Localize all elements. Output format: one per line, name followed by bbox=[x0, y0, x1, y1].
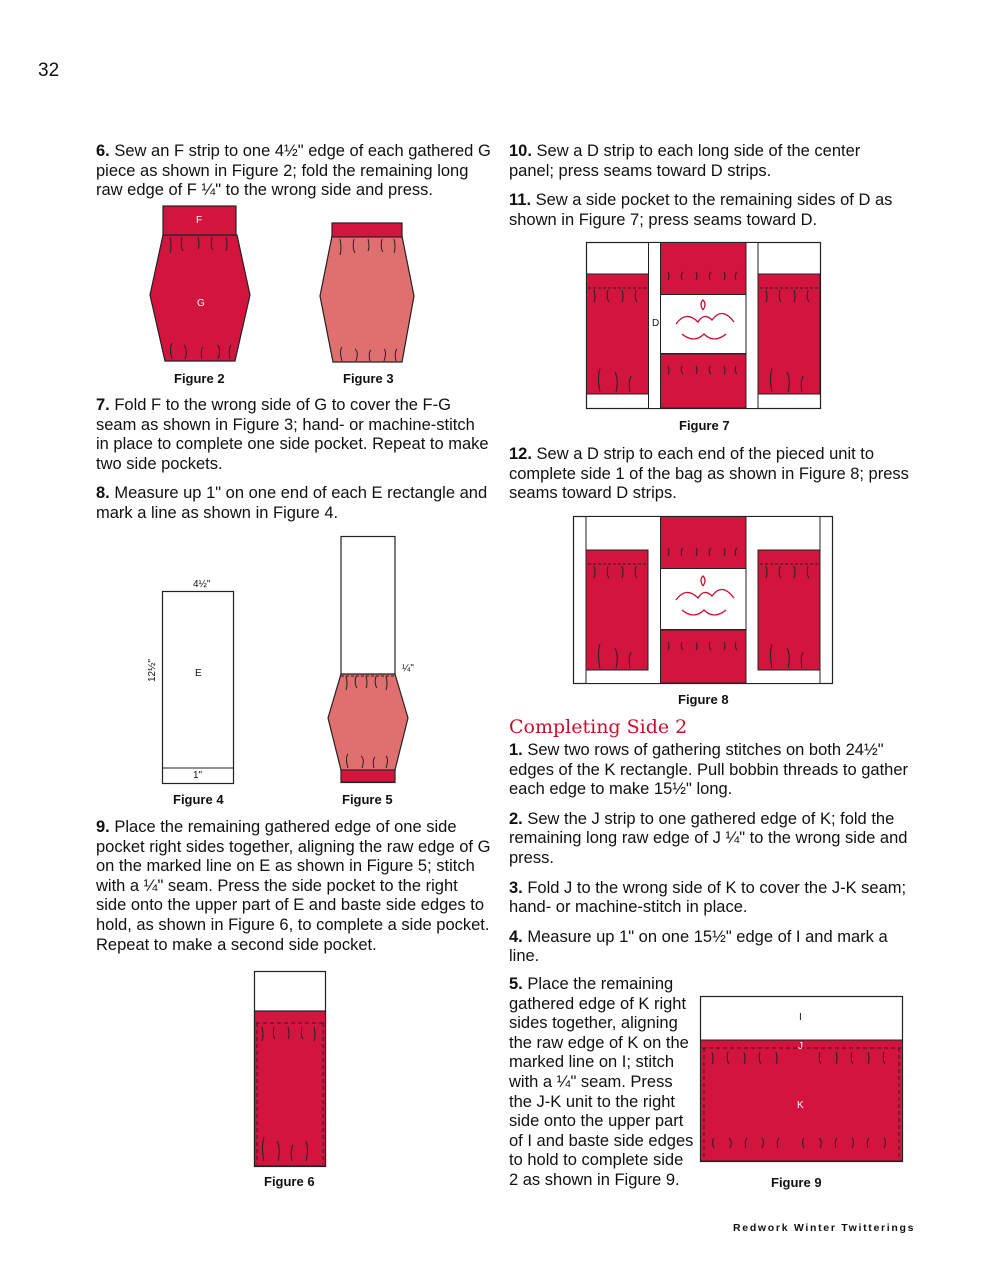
section-heading: Completing Side 2 bbox=[509, 716, 688, 738]
label-e: E bbox=[195, 668, 202, 679]
figure-4-caption: Figure 4 bbox=[173, 792, 224, 807]
label-i: I bbox=[799, 1012, 802, 1023]
figure-8-diagram bbox=[573, 516, 833, 684]
step-10-11: 10. Sew a D strip to each long side of the center panel; press seams toward D strips. 11. Sew a side pocket to the remaining sides of D as shown in Figure 7; press seams toward D. bbox=[509, 142, 893, 229]
figure-3-diagram bbox=[320, 222, 415, 365]
figure-3-caption: Figure 3 bbox=[343, 371, 394, 386]
figure-5-diagram bbox=[328, 536, 408, 784]
e-height-label: 12½" bbox=[147, 658, 159, 683]
figure-8-caption: Figure 8 bbox=[678, 692, 729, 707]
label-k: K bbox=[797, 1100, 804, 1111]
figure-6-caption: Figure 6 bbox=[264, 1174, 315, 1189]
e-mark-label: 1" bbox=[193, 770, 203, 781]
figure-9-caption: Figure 9 bbox=[771, 1175, 822, 1190]
label-f: F bbox=[196, 215, 203, 226]
figure-2-diagram bbox=[150, 205, 250, 365]
label-d: D bbox=[652, 318, 660, 329]
label-j: J bbox=[798, 1041, 803, 1052]
page-footer: Redwork Winter Twitterings bbox=[733, 1222, 916, 1234]
label-g: G bbox=[197, 298, 205, 309]
figure-2-caption: Figure 2 bbox=[174, 371, 225, 386]
seam-label: ¼" bbox=[402, 663, 414, 674]
figure-7-diagram bbox=[586, 242, 821, 409]
page-number: 32 bbox=[38, 60, 60, 81]
step-7-8: 7. Fold F to the wrong side of G to cover the F-G seam as shown in Figure 3; hand- or machine-stitch in place to complete one side pocket. Repeat to make two side pockets. 8. Measure up 1" on one end of each E rectangle and mark a line as shown in Figure 4. bbox=[96, 396, 489, 522]
figure-4-diagram bbox=[162, 591, 234, 784]
step-9: 9. Place the remaining gathered edge of one side pocket right sides together, aligning the raw edge of G on the marked line on E as shown in Figure 5; stitch with a ¼" seam. Press the side pocket to the right side onto the upper part of E and baste side edges to hold, as shown in Figure 6, to complete a side pocket. Repeat to make a second side pocket. bbox=[96, 818, 491, 954]
figure-7-caption: Figure 7 bbox=[679, 418, 730, 433]
figure-5-caption: Figure 5 bbox=[342, 792, 393, 807]
figure-6-diagram bbox=[254, 971, 326, 1167]
e-width-label: 4½" bbox=[193, 579, 211, 590]
step-6: 6. Sew an F strip to one 4½" edge of each gathered G piece as shown in Figure 2; fold the remaining long raw edge of F ¼" to the wrong side and press. bbox=[96, 142, 491, 200]
side2-step-5: 5. Place the remaining gathered edge of K right sides together, aligning the raw edge of K on the marked line on I; stitch with a ¼" seam. Press the J-K unit to the right side onto the upper part of I and baste side edges to hold to complete side 2 as shown in Figure 9. bbox=[509, 975, 694, 1189]
side2-steps-1-4: 1. Sew two rows of gathering stitches on both 24½" edges of the K rectangle. Pull bobbin threads to gather each edge to make 15½" long. 2. Sew the J strip to one gathered edge of K; fold the remaining long raw edge of J ¼" to the wrong side and press. 3. Fold J to the wrong side of K to cover the J-K seam; hand- or machine-stitch in place. 4. Measure up 1" on one 15½" edge of I and mark a line. bbox=[509, 741, 909, 966]
step-12: 12. Sew a D strip to each end of the pieced unit to complete side 1 of the bag as shown in Figure 8; press seams toward D strips. bbox=[509, 445, 909, 503]
